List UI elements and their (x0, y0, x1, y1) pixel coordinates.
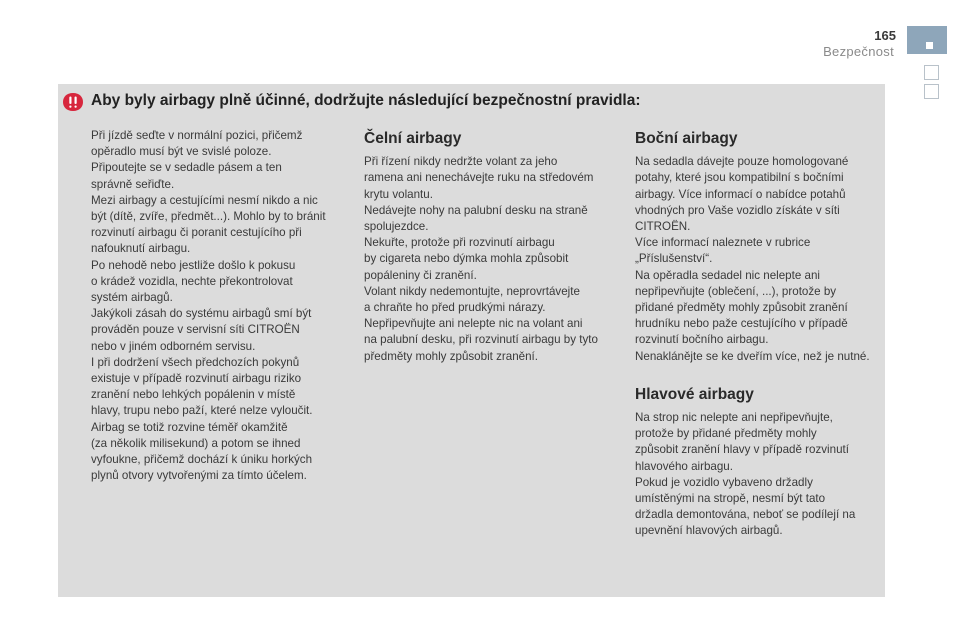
chapter-tab[interactable] (924, 84, 939, 99)
square-icon (926, 42, 933, 49)
side-airbags-title: Boční airbagy (635, 130, 738, 147)
side-airbags-text: Na sedadla dávejte pouze homologované potahy, které jsou kompatibilní s bočními airbagy. Více informací o nabídce potahů vhodných pro Vaše vozidlo získáte v síti CITROËN. Více informací naleznete v rubrice „Příslušenství“. Na opěradla sedadel nic nelepte ani nepřipevňujte (oblečení, ...), protože by přidané předměty mohly způsobit zranění hrudníku nebo paže cestujícího v případě rozvinutí bočního airbagu. Nenaklánějte se ke dveřím více, než je nutné. (635, 155, 870, 363)
warning-icon (62, 92, 84, 112)
head-airbags-text: Na strop nic nelepte ani nepřipevňujte, protože by přidané předměty mohly způsobit zranění hlavy v případě rozvinutí hlavového airbagu. Pokud je vozidlo vybaveno držadly umístěnými na stropě, nesmí být tato držadla demontována, neboť se podílejí na upevnění hlavových airbagů. (635, 411, 856, 538)
column-front-airbags (364, 131, 626, 365)
column-intro (91, 128, 353, 484)
head-airbags-title: Hlavové airbagy (635, 385, 754, 403)
chapter-tab[interactable] (924, 65, 939, 80)
column-side-head-airbags (635, 131, 883, 540)
section-title: Bezpečnost (823, 44, 894, 59)
front-airbags-text: Při řízení nikdy nedržte volant za jeho ramena ani nenechávejte ruku na středovém krytu volantu. Nedávejte nohy na palubní desku na straně spolujezdce. Nekuřte, protože při rozvinutí airbagu by cigareta nebo dýmka mohla způsobit popáleniny či zranění. Volant nikdy nedemontujte, neprovrtávejte a chraňte ho před prudkými nárazy. Nepřipevňujte ani nelepte nic na volant ani na palubní desku, při rozvinutí airbagu by tyto předměty mohly způsobit zranění. (364, 155, 598, 363)
intro-text: Při jízdě seďte v normální pozici, přičemž opěradlo musí být ve svislé poloze. Připoutejte se v sedadle pásem a ten správně seřiďte. Mezi airbagy a cestujícími nesmí nikdo a nic být (dítě, zvíře, předmět...). Mohlo by to bránit rozvinutí airbagu či poranit cestujícího při nafouknutí airbagu. Po nehodě nebo jestliže došlo k pokusu o krádež vozidla, nechte překontrolovat systém airbagů. Jakýkoli zásah do systému airbagů smí být prováděn pouze v servisní síti CITROËN nebo v jiném odborném servisu. I při dodržení všech předchozích pokynů existuje v případě rozvinutí airbagu riziko zranění nebo lehkých popálenin v místě hlavy, trupu nebo paží, které nelze vyloučit. Airbag se totiž rozvine téměř okamžitě (za několik milisekund) a potom se ihned vyfoukne, přičemž dochází k úniku horkých plynů otvory vytvořenými za tímto účelem. (91, 129, 326, 483)
front-airbags-title: Čelní airbagy (364, 130, 462, 147)
panel-heading: Aby byly airbagy plně účinné, dodržujte následující bezpečnostní pravidla: (91, 92, 641, 109)
chapter-tab-active[interactable] (907, 26, 947, 54)
page-number: 165 (874, 28, 896, 43)
